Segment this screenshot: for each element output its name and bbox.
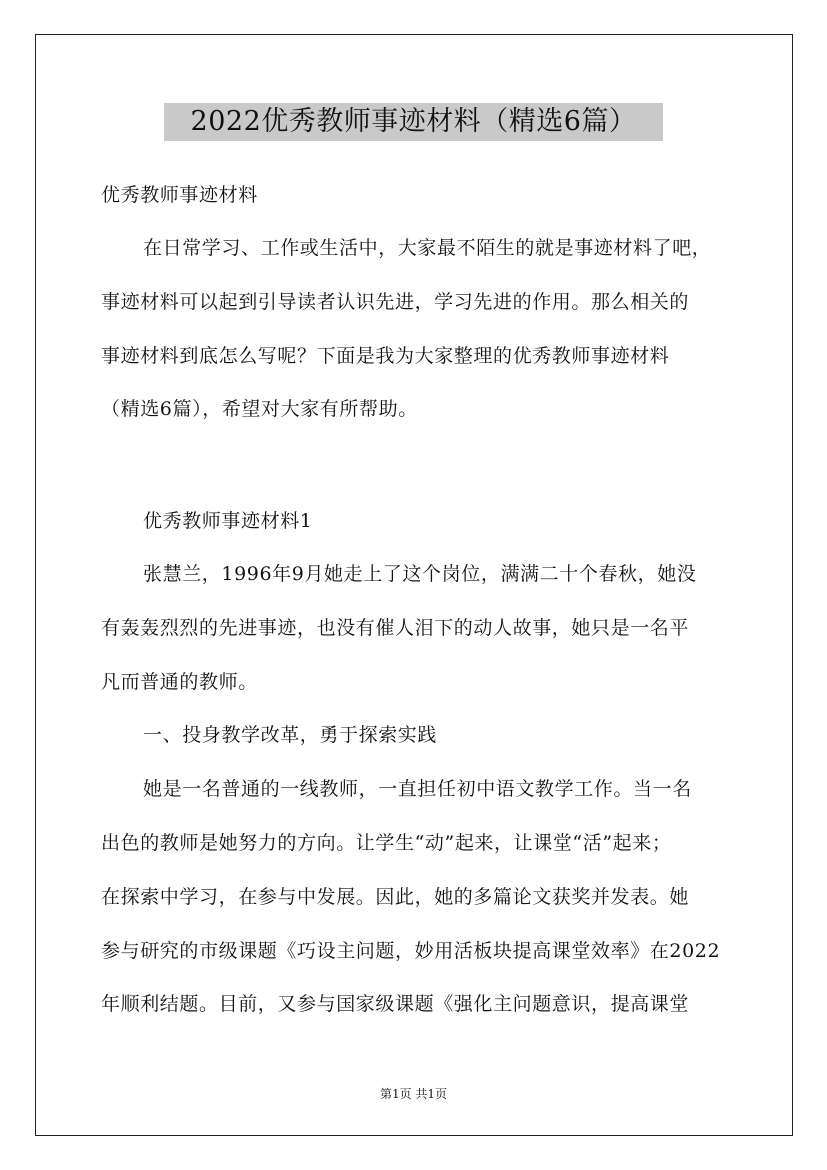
document-title: 2022优秀教师事迹材料（精选6篇）	[164, 103, 663, 141]
subsection-heading: 优秀教师事迹材料1	[143, 510, 313, 532]
paragraph-line: 张慧兰，1996年9月她走上了这个岗位，满满二十个春秋，她没	[143, 563, 697, 585]
paragraph-line: 出色的教师是她努力的方向。让学生“动”起来，让课堂“活”起来；	[101, 832, 672, 854]
paragraph-line: 有轰轰烈烈的先进事迹，也没有催人泪下的动人故事，她只是一名平	[101, 617, 690, 639]
paragraph-line: （精选6篇），希望对大家有所帮助。	[101, 398, 418, 420]
list-heading: 一、投身教学改革，勇于探索实践	[143, 724, 438, 746]
paragraph-line: 凡而普通的教师。	[101, 671, 258, 693]
paragraph-line: 参与研究的市级课题《巧设主问题，妙用活板块提高课堂效率》在2022	[101, 940, 721, 962]
paragraph-line: 事迹材料到底怎么写呢？下面是我为大家整理的优秀教师事迹材料	[101, 345, 670, 367]
paragraph-line: 在探索中学习，在参与中发展。因此，她的多篇论文获奖并发表。她	[101, 886, 690, 908]
page-footer: 第1页 共1页	[379, 1087, 448, 1101]
paragraph-line: 事迹材料可以起到引导读者认识先进，学习先进的作用。那么相关的	[101, 291, 690, 313]
section-heading: 优秀教师事迹材料	[101, 184, 258, 206]
paragraph-line: 在日常学习、工作或生活中，大家最不陌生的就是事迹材料了吧，	[143, 237, 712, 259]
paragraph-line: 年顺利结题。目前，又参与国家级课题《强化主问题意识，提高课堂	[101, 993, 690, 1015]
paragraph-line: 她是一名普通的一线教师，一直担任初中语文教学工作。当一名	[143, 778, 692, 800]
